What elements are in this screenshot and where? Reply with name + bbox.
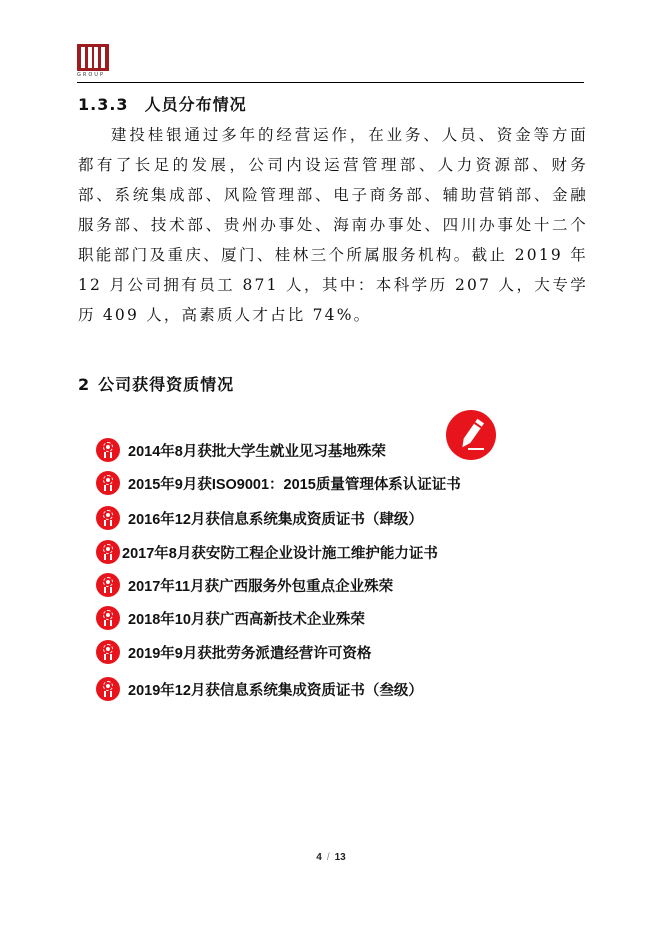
award-item — [96, 471, 461, 495]
award-ribbon-icon — [96, 677, 120, 701]
logo-mark — [77, 44, 109, 71]
award-ribbon-icon — [96, 540, 120, 564]
award-text: 2017年11月获广西服务外包重点企业殊荣 — [128, 578, 394, 595]
award-text: 2019年9月获批劳务派遣经营许可资格 — [128, 645, 372, 662]
award-ribbon-icon — [96, 640, 120, 664]
award-ribbon-icon — [96, 573, 120, 597]
section-title: 人员分布情况 — [144, 95, 247, 114]
award-text: 2014年8月获批大学生就业见习基地殊荣 — [128, 443, 386, 460]
logo-text: GROUP — [77, 72, 105, 78]
award-ribbon-icon — [96, 506, 120, 530]
header-divider — [77, 82, 584, 83]
award-ribbon-icon — [96, 606, 120, 630]
page-separator: / — [326, 852, 330, 863]
award-text: 2016年12月获信息系统集成资质证书（肆级） — [128, 511, 423, 528]
current-page: 4 — [316, 852, 322, 863]
award-ribbon-icon — [96, 438, 120, 462]
page-number — [0, 852, 662, 863]
award-item — [96, 677, 423, 701]
award-item — [96, 573, 393, 597]
company-logo — [77, 44, 109, 78]
staff-distribution-paragraph: 建投桂银通过多年的经营运作，在业务、人员、资金等方面都有了长足的发展，公司内设运营管理部、人力资源部、财务部、系统集成部、风险管理部、电子商务部、辅助营销部、金融服务部、技术部、贵州办事处、海南办事处、四川办事处十二个职能部门及重庆、厦门、桂林三个所属服务机构。截止 2019 年 12 月公司拥有员工 871 人，其中：本科学历 207 人，大专学历 409 人，高素质人才占比 74%。 — [78, 126, 588, 324]
award-item — [96, 438, 386, 462]
section-number: 2 — [78, 375, 91, 394]
section-heading-2 — [78, 372, 234, 395]
award-ribbon-icon — [96, 471, 120, 495]
award-text: 2018年10月获广西高新技术企业殊荣 — [128, 611, 365, 628]
section-number: 1.3.3 — [78, 95, 129, 114]
award-text: 2019年12月获信息系统集成资质证书（叁级） — [128, 682, 423, 699]
section-heading-1-3-3 — [78, 92, 247, 115]
award-item — [96, 606, 365, 630]
award-item — [96, 540, 438, 564]
pencil-icon — [446, 410, 496, 460]
award-text: 2015年9月获ISO9001：2015质量管理体系认证证书 — [128, 476, 461, 493]
award-item — [96, 640, 371, 664]
total-pages: 13 — [334, 852, 346, 863]
award-item — [96, 506, 423, 530]
section-title: 公司获得资质情况 — [98, 375, 235, 394]
award-text: 2017年8月获安防工程企业设计施工维护能力证书 — [122, 545, 438, 562]
